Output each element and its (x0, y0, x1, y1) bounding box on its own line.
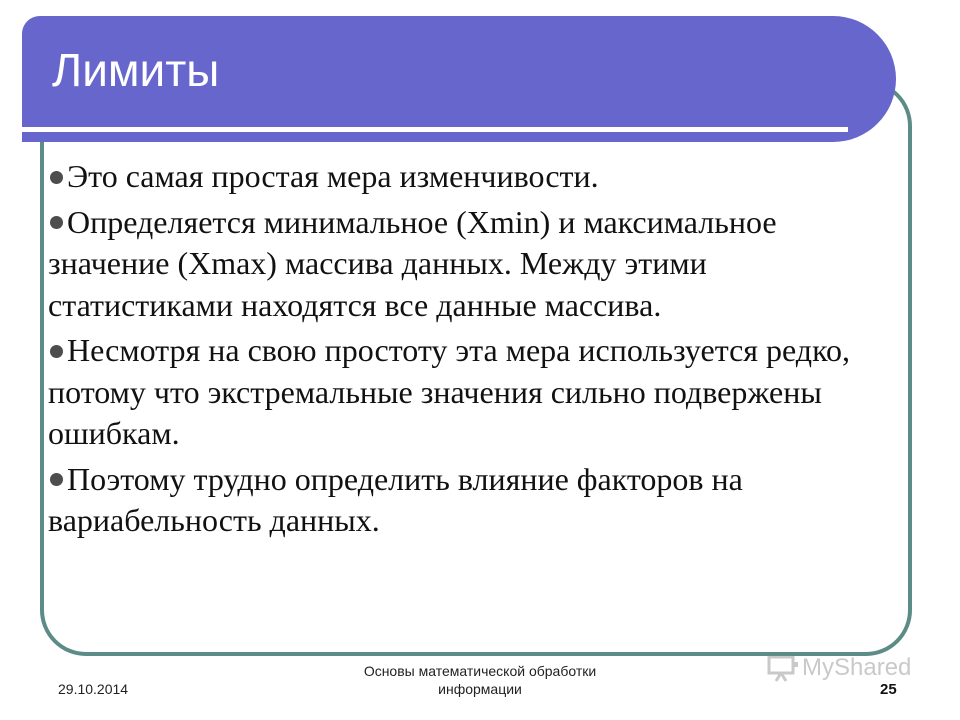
watermark-text: MyShared (802, 654, 912, 681)
bullet-item (48, 156, 878, 198)
bullet-item (48, 459, 878, 542)
bullet-icon (50, 345, 63, 358)
footer-course-title (330, 662, 630, 698)
footer-course-line-2: информации (438, 681, 522, 697)
title-underline (22, 127, 848, 132)
bullet-item (48, 202, 878, 327)
bullet-icon (50, 216, 63, 229)
page-number: 25 (880, 681, 897, 698)
watermark-logo (766, 654, 911, 682)
footer-date: 29.10.2014 (58, 681, 129, 697)
bullet-text: Несмотря на свою простоту эта мера используется редко, потому что экстремальные значения сильно подвержены ошибкам. (48, 332, 850, 451)
bullet-text: Поэтому трудно определить влияние факторов на вариабельность данных. (48, 460, 743, 538)
bullet-item (48, 330, 878, 455)
footer-course-line-1: Основы математической обработки (363, 663, 597, 679)
bullet-list (48, 156, 878, 546)
bullet-text: Это самая простая мера изменчивости. (67, 158, 599, 194)
bullet-icon (50, 473, 63, 486)
presentation-board-icon (766, 654, 800, 682)
slide-title: Лимиты (52, 44, 220, 96)
bullet-text: Определяется минимальное (Xmin) и максимальное значение (Xmax) массива данных. Между этими статистиками находятся все данные массива. (48, 203, 777, 323)
bullet-icon (50, 171, 63, 184)
